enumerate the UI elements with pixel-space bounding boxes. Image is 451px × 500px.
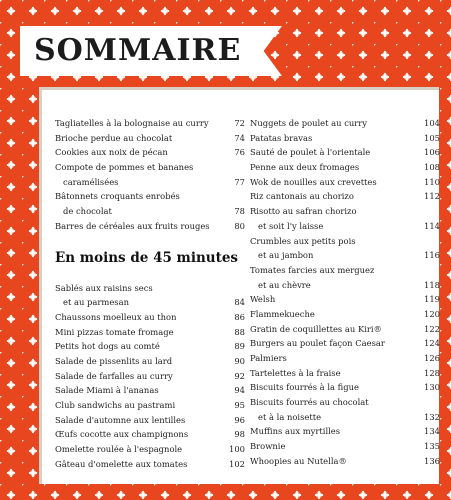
toc-entry-title: Gâteau d'omelette aux tomates	[55, 458, 188, 469]
toc-entry-line	[250, 380, 440, 395]
toc-entry	[250, 307, 440, 322]
toc-entry-line	[250, 307, 440, 322]
toc-entry-line	[55, 325, 245, 340]
toc-page-number: 86	[234, 311, 245, 322]
toc-entry-line	[250, 424, 440, 439]
toc-entry-title: caramélisées	[63, 176, 119, 187]
toc-entry-line	[250, 131, 440, 146]
toc-entry	[250, 234, 440, 263]
toc-entry-line	[250, 219, 440, 234]
toc-entry-title: Œufs cocotte aux champignons	[55, 429, 189, 440]
toc-page-number: 134	[424, 426, 440, 437]
toc-entry	[250, 424, 440, 439]
toc-page-number: 89	[234, 341, 245, 352]
toc-page-number: 94	[234, 385, 245, 396]
toc-entry-title: Patatas bravas	[250, 132, 313, 143]
toc-entry-line	[55, 189, 245, 204]
toc-entry-line	[250, 145, 440, 160]
toc-page-number: 135	[424, 441, 440, 452]
toc-page-number: 104	[424, 118, 440, 128]
toc-entry-line	[250, 189, 440, 204]
toc-entry-title: Tartelettes à la fraise	[250, 367, 341, 378]
toc-entry	[250, 131, 440, 146]
toc-entry	[55, 325, 245, 340]
toc-entry	[55, 398, 245, 413]
toc-entry	[55, 160, 245, 189]
toc-entry-title: Penne aux deux fromages	[250, 162, 360, 173]
toc-entry-title: Barres de céréales aux fruits rouges	[55, 220, 210, 231]
toc-entry-line	[55, 398, 245, 413]
toc-entry-line	[55, 369, 245, 384]
toc-entry-title: Bâtonnets croquants enrobés	[55, 191, 180, 202]
toc-page-number: 84	[234, 297, 245, 308]
toc-entry	[250, 322, 440, 337]
toc-entry-title: Petits hot dogs au comté	[55, 341, 160, 352]
toc-page-number: 120	[424, 308, 440, 319]
toc-entry-title: et au jambon	[258, 250, 314, 261]
toc-entry-line	[250, 336, 440, 351]
toc-entry	[55, 457, 245, 472]
toc-entry-line	[250, 278, 440, 293]
toc-entry	[250, 336, 440, 351]
toc-entry	[250, 395, 440, 424]
toc-entry-line	[55, 354, 245, 369]
toc-entry	[250, 204, 440, 233]
toc-entry	[250, 366, 440, 381]
toc-page-number: 114	[424, 220, 440, 231]
toc-page-number: 78	[234, 206, 245, 217]
toc-entry-title: Mini pizzas tomate fromage	[55, 326, 174, 337]
toc-entry-line	[250, 234, 440, 249]
toc-entry-title: Risotto au safran chorizo	[250, 206, 357, 217]
toc-page-number: 90	[234, 355, 245, 366]
toc-entry	[55, 354, 245, 369]
toc-entry-title: Wok de nouilles aux crevettes	[250, 176, 377, 187]
toc-entry-line	[250, 116, 440, 131]
toc-page-number: 136	[424, 455, 440, 466]
toc-entry-line	[55, 310, 245, 325]
toc-entry-title: Riz cantonais au chorizo	[250, 191, 354, 202]
toc-entry	[250, 175, 440, 190]
toc-entry-line	[250, 395, 440, 410]
toc-entry-line	[250, 454, 440, 469]
toc-entry	[55, 116, 245, 131]
toc-entry-line	[250, 410, 440, 425]
toc-page-number: 74	[234, 132, 245, 143]
toc-page-number: 112	[424, 191, 440, 202]
toc-entry-title: Welsh	[250, 294, 276, 305]
toc-entry-line	[55, 131, 245, 146]
right-column	[250, 116, 440, 469]
toc-page-number: 77	[234, 176, 245, 187]
toc-page-number: 102	[229, 458, 245, 469]
toc-entry-line	[250, 263, 440, 278]
toc-entry-line	[250, 160, 440, 175]
toc-entry-line	[250, 204, 440, 219]
toc-entry-title: Club sandwichs au pastrami	[55, 400, 176, 410]
left-entries-bottom	[55, 281, 245, 472]
toc-entry	[250, 380, 440, 395]
toc-entry-title: et au parmesan	[63, 297, 129, 308]
toc-entry-title: et à la noisette	[258, 411, 322, 422]
toc-page-number: 105	[424, 132, 440, 143]
toc-page-number: 96	[234, 414, 245, 425]
toc-entry-line	[55, 295, 245, 310]
toc-entry-line	[55, 145, 245, 160]
toc-entry	[55, 339, 245, 354]
section-heading: En moins de 45 minutes	[55, 249, 239, 266]
toc-entry-title: Sablés aux raisins secs	[55, 282, 153, 293]
toc-entry	[250, 292, 440, 307]
toc-entry-line	[55, 442, 245, 457]
toc-page-number: 88	[234, 326, 245, 337]
toc-entry-line	[55, 457, 245, 472]
toc-entry-title: Crumbles aux petits pois	[250, 235, 356, 246]
toc-entry	[250, 454, 440, 469]
toc-page-number: 72	[234, 118, 245, 128]
toc-page-number: 80	[234, 220, 245, 231]
left-column	[55, 116, 245, 471]
toc-entry-line	[55, 219, 245, 234]
toc-entry-title: Biscuits fourrés au chocolat	[250, 397, 369, 408]
toc-entry	[55, 189, 245, 218]
toc-entry	[55, 131, 245, 146]
toc-entry-line	[55, 413, 245, 428]
toc-entry-title: Gratin de coquillettes au Kiri®	[250, 323, 382, 334]
toc-page-number: 132	[424, 411, 440, 422]
toc-entry-title: Palmiers	[250, 353, 287, 363]
toc-entry-line	[55, 175, 245, 190]
toc-entry-line	[250, 292, 440, 307]
toc-entry	[55, 427, 245, 442]
toc-entry-title: Nuggets de poulet au curry	[250, 118, 368, 128]
toc-page-number: 122	[424, 323, 440, 334]
toc-entry-title: Chaussons moelleux au thon	[55, 311, 177, 322]
toc-entry-line	[55, 116, 245, 131]
toc-entry-title: de chocolat	[63, 206, 112, 217]
toc-page-number: 118	[424, 279, 440, 290]
toc-entry	[250, 351, 440, 366]
toc-page-number: 100	[229, 444, 245, 455]
toc-entry-title: Brownie	[250, 441, 286, 452]
toc-entry	[55, 369, 245, 384]
toc-page-number: 110	[424, 176, 440, 187]
toc-page-number: 92	[234, 370, 245, 381]
toc-entry-line	[55, 204, 245, 219]
toc-entry-title: et au chèvre	[258, 279, 311, 290]
toc-page-number: 108	[424, 162, 440, 173]
toc-entry	[250, 263, 440, 292]
toc-entry	[55, 442, 245, 457]
toc-entry	[250, 145, 440, 160]
toc-page-number: 119	[424, 294, 440, 305]
toc-entry-title: Flammekueche	[250, 308, 315, 319]
toc-entry	[55, 383, 245, 398]
toc-page-number: 76	[234, 147, 245, 158]
toc-entry	[55, 145, 245, 160]
toc-entry-line	[55, 160, 245, 175]
toc-page-number: 126	[424, 353, 440, 363]
toc-entry-title: Burgers au poulet façon Caesar	[250, 338, 385, 349]
toc-entry-title: Salade de pissenlits au lard	[55, 355, 173, 366]
toc-entry	[55, 281, 245, 310]
toc-page-number: 130	[424, 382, 440, 393]
toc-entry-line	[250, 322, 440, 337]
left-entries-top	[55, 116, 245, 234]
toc-entry-line	[55, 281, 245, 296]
toc-entry-title: Salade d'automne aux lentilles	[55, 414, 186, 425]
toc-entry-line	[55, 383, 245, 398]
toc-entry	[55, 310, 245, 325]
toc-page-number: 98	[234, 429, 245, 440]
toc-entry	[250, 160, 440, 175]
toc-entry-title: Cookies aux noix de pécan	[55, 147, 168, 158]
toc-entry-title: Salade Miami à l'ananas	[55, 385, 159, 396]
toc-entry-title: Tomates farcies aux merguez	[250, 264, 375, 275]
toc-entry	[250, 189, 440, 204]
toc-entry-line	[250, 351, 440, 366]
toc-page-number: 106	[424, 147, 440, 158]
toc-entry-line	[55, 339, 245, 354]
toc-entry-title: Muffins aux myrtilles	[250, 426, 341, 437]
right-entries	[250, 116, 440, 469]
toc-entry-title: Compote de pommes et bananes	[55, 162, 194, 173]
toc-entry-line	[250, 439, 440, 454]
toc-page-number: 124	[424, 338, 440, 349]
toc-entry-title: Biscuits fourrés à la figue	[250, 382, 359, 393]
toc-page-number: 128	[424, 367, 440, 378]
toc-entry-title: et soit l'y laisse	[258, 220, 324, 231]
toc-entry-line	[55, 427, 245, 442]
toc-entry-title: Whoopies au Nutella®	[250, 455, 347, 466]
toc-page-number: 116	[424, 250, 440, 261]
toc-entry-title: Tagliatelles à la bolognaise au curry	[55, 118, 209, 128]
page-title: SOMMAIRE	[34, 33, 242, 68]
toc-entry-line	[250, 248, 440, 263]
toc-entry-title: Salade de farfalles au curry	[55, 370, 173, 381]
toc-entry-title: Brioche perdue au chocolat	[55, 132, 173, 143]
toc-entry-line	[250, 366, 440, 381]
toc-entry	[250, 116, 440, 131]
toc-page-number: 95	[234, 400, 245, 410]
toc-entry	[55, 413, 245, 428]
toc-entry	[55, 219, 245, 234]
toc-entry-line	[250, 175, 440, 190]
toc-entry-title: Omelette roulée à l'espagnole	[55, 444, 183, 455]
toc-entry	[250, 439, 440, 454]
toc-entry-title: Sauté de poulet à l'orientale	[250, 147, 371, 158]
